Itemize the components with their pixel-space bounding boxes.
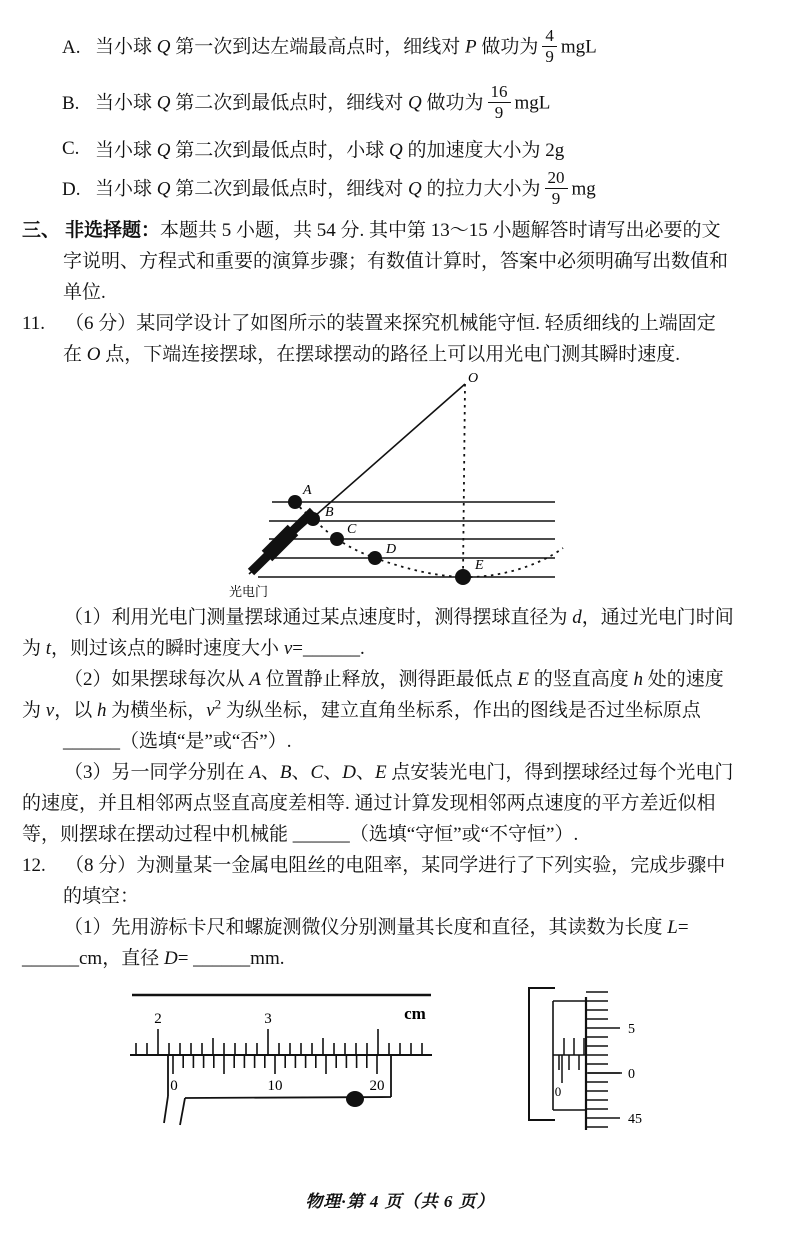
text-segment: 的加速度大小为 2g [402,140,565,161]
text-line [0,215,800,246]
text-segment: =______. [292,638,365,659]
option-row [0,20,800,76]
text-segment: 的拉力大小为 [421,178,541,200]
text-segment: 为 [22,638,46,659]
text-segment: 当小球 [95,36,157,58]
text-segment: 、 [291,762,311,783]
text-segment: （6 分）某同学设计了如图所示的装置来探究机械能守恒. 轻质细线的上端固定 [65,313,716,334]
height-lines [258,502,555,577]
text-segment: ______cm，直径 [22,948,164,969]
text-segment: = [677,917,689,938]
ball-markers [288,495,471,585]
fraction [545,169,568,208]
text-segment: 、 [260,762,280,783]
label-D: D [386,542,397,557]
text-line [0,757,800,788]
pendulum-figure [225,370,575,602]
text-segment: 当小球 [95,140,157,161]
main-scale-2: 2 [154,1011,162,1027]
text-line [0,943,800,974]
text-segment: 单位. [63,282,106,303]
fraction-denominator: 9 [545,188,568,208]
photogate-label: 光电门 [229,584,269,599]
text-segment: C [310,762,324,783]
text-segment: Q [156,178,171,200]
text-segment: （8 分）为测量某一金属电阻丝的电阻率，某同学进行了下列实验，完成步骤中 [65,855,726,876]
option-letter: A. [62,37,81,58]
text-segment: ______（选填“是”或“否”）. [63,731,292,752]
text-segment: 第二次到最低点时，小球 [170,140,390,161]
fraction [542,27,557,66]
text-segment: O [86,344,101,365]
option-text [95,135,564,162]
option-text [95,25,597,68]
fraction-numerator: 20 [547,167,565,187]
text-line [0,664,800,695]
text-line [0,726,800,757]
text-segment: 第二次到最低点时，细线对 [170,178,409,200]
text-segment: 等，则摆球在摆动过程中机械能 ______（选填“守恒”或“不守恒”）. [22,824,579,845]
label-E: E [475,558,484,573]
text-segment: 点，下端连接摆球，在摆球摆动的路径上可以用光电门测其瞬时速度. [100,344,681,365]
text-segment: ，通过光电门时间 [581,607,734,628]
text-segment: 字说明、方程式和重要的演算步骤；有数值计算时，答案中必须明确写出数值和 [63,251,729,272]
text-line [0,602,800,633]
text-segment: E [517,669,529,690]
option-letter: C. [62,137,80,159]
fraction-numerator: 4 [545,25,554,45]
thimble-0-label: 0 [628,1067,635,1082]
text-segment: 的竖直高度 [529,669,634,690]
text-segment: L [667,917,678,938]
label-B: B [325,505,334,520]
text-segment: （2）如果摆球每次从 [64,669,250,690]
vernier-10: 10 [267,1078,283,1094]
text-segment: 做功为 [476,36,539,58]
option-letter: D. [62,179,81,200]
text-segment: 2 [214,696,222,712]
text-segment: 处的速度 [643,669,724,690]
text-segment: E [374,762,387,783]
text-segment: h [96,700,107,721]
text-segment: v [45,700,55,721]
text-line [0,633,800,664]
text-segment: 点安装光电门，得到摆球经过每个光电门 [386,762,734,783]
text-line [0,695,800,726]
question-11-intro [0,215,800,370]
text-segment: （1）先用游标卡尺和螺旋测微仪分别测量其长度和直径，其读数为长度 [64,917,668,938]
text-segment: v [283,638,293,659]
option-text [95,81,551,124]
sleeve-0-label: 0 [554,1084,562,1099]
text-segment: D [342,762,356,783]
vernier-20: 20 [369,1078,385,1094]
text-segment: Q [156,36,171,58]
text-segment: mgL [514,92,551,114]
thimble-45-label: 45 [628,1112,642,1127]
text-segment: 为 [22,700,46,721]
fraction-denominator: 9 [488,102,511,122]
instrument-diagrams [0,974,800,1144]
text-segment: 、 [355,762,375,783]
text-line [0,339,800,370]
main-scale-3: 3 [264,1011,272,1027]
text-segment: Q [408,178,422,200]
label-C: C [347,522,357,537]
pendulum-diagram [0,370,800,602]
text-segment: 当小球 [95,178,157,200]
text-segment: Q [389,140,403,161]
text-segment: 第二次到最低点时，细线对 [170,92,409,114]
thimble-5-label: 5 [628,1022,635,1037]
option-text [95,167,596,210]
option-row [0,165,800,215]
sleeve-ticks [559,1038,584,1083]
answer-options [0,0,800,215]
text-segment: （1）利用光电门测量摆球通过某点速度时，测得摆球直径为 [64,607,573,628]
question-details [0,602,800,974]
vertical-dashed-line [463,384,465,575]
fraction-denominator: 9 [542,46,557,66]
photogate-rod-grip [267,530,293,556]
text-segment: 位置静止释放，测得距最低点 [260,669,518,690]
text-segment: = ______mm. [177,948,285,969]
text-line [0,788,800,819]
label-A: A [303,483,312,498]
main-scale-ticks [136,1029,422,1055]
text-segment: ，以 [54,700,97,721]
text-segment: B [279,762,292,783]
text-segment: 在 [63,344,87,365]
text-line [0,277,800,308]
text-segment: v [206,700,215,721]
thimble-ticks [586,992,620,1127]
text-segment: mgL [560,36,597,58]
micrometer-frame [529,988,555,1120]
text-segment: 为横坐标， [106,700,207,721]
text-segment: 为纵坐标，建立直角坐标系，作出的图线是否过坐标原点 [221,700,701,721]
text-segment: h [633,669,644,690]
page-footer: 物理·第 4 页（共 6 页） [305,1192,495,1211]
text-segment: 本题共 5 小题，共 54 分. 其中第 13～15 小题解答时请写出必要的文 [160,220,721,241]
text-segment: 的填空： [63,886,140,907]
text-segment: 、 [323,762,343,783]
thumb-grip [346,1091,364,1107]
text-segment: 的速度，并且相邻两点竖直高度差相等. 通过计算发现相邻两点速度的平方差近似相 [22,793,716,814]
vernier-caliper-diagram [128,985,443,1130]
text-line [0,912,800,943]
text-segment: t [45,638,52,659]
label-O: O [468,371,479,386]
text-line [0,246,800,277]
unit-label-cm: cm [404,1004,426,1023]
text-segment: 非选择题： [65,220,161,241]
text-segment: mg [571,178,596,200]
text-segment: （3）另一同学分别在 [64,762,250,783]
text-segment: D [163,948,178,969]
fraction [488,83,511,122]
text-segment: 第一次到达左端最高点时，细线对 [170,36,466,58]
text-segment: Q [156,140,171,161]
vernier-scale-ticks [173,1055,377,1074]
text-segment: Q [156,92,171,114]
text-segment: P [465,36,477,58]
text-line [0,881,800,912]
text-segment: A [249,669,261,690]
option-row [0,132,800,165]
text-line [0,850,800,881]
text-line [0,819,800,850]
text-segment: ，则过该点的瞬时速度大小 [51,638,284,659]
fraction-numerator: 16 [490,81,508,101]
option-letter: B. [62,93,80,114]
item-label: 三、 [22,220,61,241]
item-label: 12. [22,855,46,876]
item-label: 11. [22,313,46,334]
text-segment: 当小球 [95,92,157,114]
option-row [0,76,800,132]
text-segment: A [249,762,261,783]
text-line [0,308,800,339]
micrometer-diagram [522,979,692,1139]
text-segment: Q [408,92,422,114]
vernier-0: 0 [170,1078,178,1094]
text-segment: 做功为 [421,92,484,114]
text-segment: d [572,607,582,628]
